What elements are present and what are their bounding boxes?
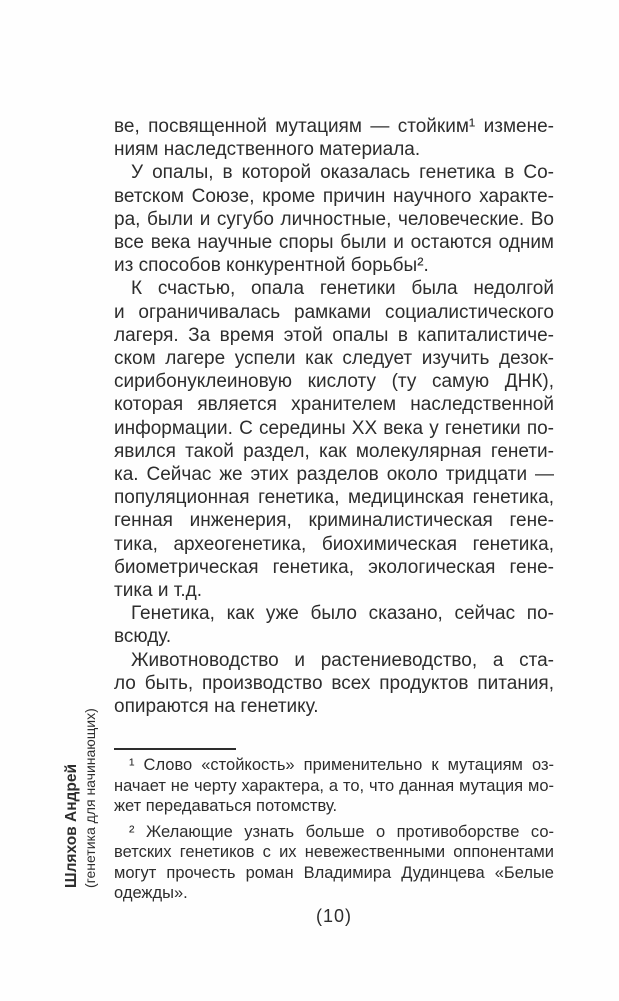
text-line: опираются на генетику. <box>114 696 319 718</box>
paragraph <box>114 161 554 277</box>
paragraph <box>114 115 554 161</box>
text-line: ло быть, производство всех продуктов питания, <box>114 672 554 694</box>
text-line: тика, археогенетика, биохимическая генетика, <box>114 533 554 555</box>
footnotes-section <box>114 748 554 909</box>
footnotes-list <box>114 755 554 904</box>
text-line: популяционная генетика, медицинская генетика, <box>114 487 554 509</box>
footnote <box>114 755 554 817</box>
footnote-line: ² Желающие узнать больше о противоборстве со- <box>129 822 554 841</box>
footnote-line: жет передаваться потомству. <box>114 797 338 815</box>
footnote <box>114 822 554 904</box>
footnote-line: начает не черту характера, а то, что данная мутация мо- <box>114 776 554 795</box>
paragraph <box>114 602 554 648</box>
text-line: У опалы, в которой оказалась генетика в Со- <box>131 162 554 184</box>
text-line: все века научные споры были и остаются одним <box>114 232 554 254</box>
text-line: сирибонуклеиновую кислоту (ту самую ДНК), <box>114 371 554 393</box>
footnote-line: ветских генетиков с их невежественными оппонентами <box>114 843 554 861</box>
text-line: Животноводство и растениеводство, а ста- <box>131 649 554 671</box>
text-line: лагеря. За время этой опалы в капиталистиче- <box>114 324 554 346</box>
text-line: ка. Сейчас же этих разделов около тридцати — <box>114 464 554 486</box>
text-line: Генетика, как уже было сказано, сейчас по- <box>131 603 554 625</box>
text-line: ветском Союзе, кроме причин научного характе- <box>114 185 554 207</box>
text-line: ра, были и сугубо личностные, человеческие. Во <box>114 208 554 230</box>
text-line: биометрическая генетика, экологическая гене- <box>114 556 554 578</box>
text-line: ниям наследственного материала. <box>114 139 421 161</box>
text-line: которая является хранителем наследственной <box>114 394 554 416</box>
footnote-separator <box>114 748 236 750</box>
paragraph <box>114 277 554 602</box>
paragraph <box>114 649 554 719</box>
text-line: информации. С середины XX века у генетики по- <box>114 417 554 439</box>
author-name: Шляхов Андрей <box>63 763 80 888</box>
text-line: генная инженерия, криминалистическая гене- <box>114 510 554 532</box>
footnote-line: ¹ Слово «стойкость» применительно к мутациям оз- <box>129 756 554 774</box>
page-number: (10) <box>315 906 352 926</box>
series-title: (генетика для начинающих) <box>82 708 98 888</box>
text-line: явился такой раздел, как молекулярная генети- <box>114 440 554 462</box>
text-line: тика и т.д. <box>114 580 203 602</box>
text-line: и ограничивалась рамками социалистического <box>114 301 554 323</box>
text-line: К счастью, опала генетики была недолгой <box>131 278 554 300</box>
footnote-line: могут прочесть роман Владимира Дудинцева «Белые <box>114 863 554 882</box>
text-line: ве, посвященной мутациям — стойким¹ измене- <box>114 116 554 137</box>
text-line: всюду. <box>114 626 172 648</box>
text-line: из способов конкурентной борьбы². <box>114 255 429 277</box>
body-text <box>114 115 554 718</box>
footnote-line: одежды». <box>114 884 188 902</box>
spine-annotation <box>62 608 99 888</box>
text-line: ском лагере успели как следует изучить дезок- <box>114 348 554 370</box>
